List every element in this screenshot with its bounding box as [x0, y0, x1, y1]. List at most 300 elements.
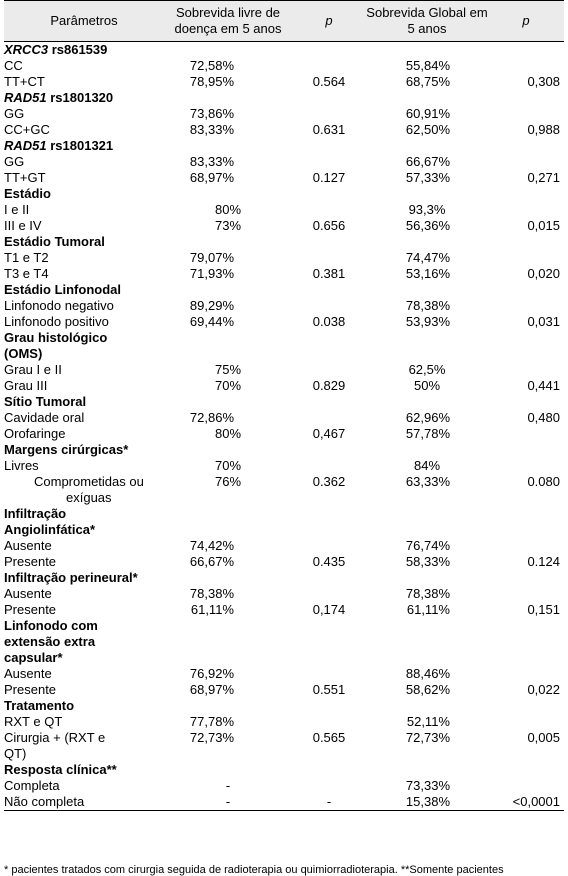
p-value-os — [488, 250, 564, 266]
dfs-value — [164, 634, 292, 650]
os-value — [366, 186, 488, 202]
dfs-value: 72,58% — [189, 58, 234, 73]
dfs-value — [164, 138, 292, 154]
p-value-os — [488, 506, 564, 522]
section-label: extensão extra — [4, 634, 96, 649]
p-value-dfs — [292, 106, 366, 122]
section-label: Grau histológico — [4, 330, 108, 345]
os-value — [366, 570, 488, 586]
section-row — [4, 522, 564, 538]
os-value — [366, 618, 488, 634]
gene-name: RAD51 — [4, 138, 47, 153]
os-value — [366, 698, 488, 714]
dfs-value: 69,44% — [189, 314, 234, 329]
os-value: 57,78% — [405, 426, 450, 441]
os-value — [366, 634, 488, 650]
table-row — [4, 490, 564, 506]
p-value-dfs — [292, 234, 366, 250]
p-value-os — [488, 570, 564, 586]
table-row — [4, 74, 564, 90]
section-row — [4, 698, 564, 714]
row-label: Não completa — [4, 794, 164, 811]
os-value: 93,3% — [408, 202, 446, 217]
table-row — [4, 250, 564, 266]
section-label: Linfonodo com — [4, 618, 98, 633]
snp-id: rs1801320 — [46, 90, 114, 105]
os-value: 53,16% — [405, 266, 450, 281]
row-label: Livres — [4, 458, 39, 473]
table-row — [4, 202, 564, 218]
row-label: CC — [4, 58, 23, 73]
row-label: CC+GC — [4, 122, 50, 137]
dfs-value: 74,42% — [189, 538, 234, 553]
os-value: 60,91% — [405, 106, 450, 121]
p-value-os — [488, 202, 564, 218]
dfs-value: 80% — [214, 426, 242, 441]
p-value-os: 0,441 — [527, 378, 560, 393]
p-value-os: 0,308 — [527, 74, 560, 89]
dfs-value: 66,67% — [189, 554, 234, 569]
p-value-dfs: 0.829 — [312, 378, 346, 393]
p-value-dfs — [292, 762, 366, 778]
p-value-os — [488, 490, 564, 506]
p-value-dfs — [292, 138, 366, 154]
p-value-dfs: 0.656 — [312, 218, 346, 233]
table-row — [4, 170, 564, 186]
os-value: 62,96% — [405, 410, 450, 425]
table-row — [4, 794, 564, 811]
p-value-dfs — [292, 570, 366, 586]
row-label: I e II — [4, 202, 30, 217]
dfs-value — [164, 394, 292, 410]
p-value-dfs — [292, 506, 366, 522]
table-row — [4, 218, 564, 234]
section-row — [4, 330, 564, 346]
section-row — [4, 186, 564, 202]
section-label: Angiolinfática* — [4, 522, 96, 537]
header-os: Sobrevida Global em 5 anos — [366, 1, 488, 42]
table-row — [4, 410, 564, 426]
p-value-os: 0,031 — [527, 314, 560, 329]
p-value-os — [488, 106, 564, 122]
row-label: Orofaringe — [4, 426, 66, 441]
p-value-dfs — [292, 538, 366, 554]
p-value-dfs — [292, 394, 366, 410]
table-row — [4, 602, 564, 618]
p-value-os — [488, 298, 564, 314]
header-dfs: Sobrevida livre de doença em 5 anos — [164, 1, 292, 42]
p-value-dfs — [292, 186, 366, 202]
p-value-os — [488, 426, 564, 442]
dfs-value — [164, 234, 292, 250]
os-value — [366, 330, 488, 346]
section-row — [4, 346, 564, 362]
p-value-dfs: 0.127 — [312, 170, 346, 185]
dfs-value: 75% — [214, 362, 242, 377]
os-value: 58,33% — [405, 554, 450, 569]
p-value-dfs — [292, 202, 366, 218]
section-label — [4, 90, 164, 106]
p-value-dfs — [292, 650, 366, 666]
row-label: Cavidade oral — [4, 410, 85, 425]
dfs-value: 79,07% — [189, 250, 234, 265]
os-value — [366, 506, 488, 522]
row-label: GG — [4, 106, 25, 121]
dfs-value — [164, 186, 292, 202]
dfs-value — [164, 698, 292, 714]
os-value: 56,36% — [405, 218, 450, 233]
p-value-os — [488, 522, 564, 538]
p-value-os — [488, 586, 564, 602]
p-value-dfs — [292, 346, 366, 362]
dfs-value: 76% — [214, 474, 242, 489]
dfs-value — [164, 330, 292, 346]
dfs-value: 70% — [214, 378, 242, 393]
p-value-os — [488, 634, 564, 650]
p-value-os — [488, 330, 564, 346]
p-value-os — [488, 714, 564, 730]
os-value: 74,47% — [405, 250, 450, 265]
os-value — [366, 346, 488, 362]
p-value-os — [488, 458, 564, 474]
p-value-os — [488, 58, 564, 74]
section-row — [4, 442, 564, 458]
section-label — [4, 42, 164, 59]
header-parametros: Parâmetros — [4, 1, 164, 42]
footnote: * pacientes tratados com cirurgia seguida de radioterapia ou quimiorradioterapia. **Somente pacientes — [4, 864, 504, 876]
p-value-dfs — [292, 282, 366, 298]
table-row — [4, 154, 564, 170]
section-row — [4, 90, 564, 106]
dfs-value: 73,86% — [189, 106, 234, 121]
p-value-dfs — [292, 410, 366, 426]
dfs-value: 70% — [214, 458, 242, 473]
row-label: Cirurgia + (RXT e — [4, 730, 106, 745]
section-label: Infiltração — [4, 506, 67, 521]
section-label: Infiltração perineural* — [4, 570, 138, 585]
row-label: Presente — [4, 554, 57, 569]
p-value-os: 0,022 — [527, 682, 560, 697]
dfs-value: 61,11% — [190, 602, 234, 617]
dfs-value: 89,29% — [189, 298, 234, 313]
section-row — [4, 634, 564, 650]
dfs-value — [164, 762, 292, 778]
os-value: 62,5% — [408, 362, 446, 377]
section-label: Tratamento — [4, 698, 75, 713]
section-row — [4, 42, 564, 59]
dfs-value — [164, 442, 292, 458]
dfs-value — [164, 42, 292, 59]
table-row — [4, 314, 564, 330]
table-row — [4, 362, 564, 378]
p-value-dfs — [292, 490, 366, 506]
os-value: 78,38% — [405, 298, 450, 313]
os-value — [366, 522, 488, 538]
row-label: Presente — [4, 682, 57, 697]
gene-name: XRCC3 — [4, 42, 49, 57]
row-label: Ausente — [4, 586, 52, 601]
table-row — [4, 778, 564, 794]
row-label: T3 e T4 — [4, 266, 49, 281]
p-value-os — [488, 186, 564, 202]
os-value — [366, 746, 488, 762]
p-value-os: 0.124 — [527, 554, 560, 569]
p-value-os — [488, 650, 564, 666]
os-value — [366, 442, 488, 458]
p-value-dfs: 0,174 — [312, 602, 346, 617]
p-value-os — [488, 666, 564, 682]
dfs-value: 78,95% — [189, 74, 234, 89]
dfs-value: 72,86% — [189, 410, 234, 425]
os-value: 62,50% — [405, 122, 450, 137]
table-row — [4, 714, 564, 730]
dfs-value: 78,38% — [189, 586, 234, 601]
os-value: 61,11% — [406, 602, 450, 617]
dfs-value: 80% — [214, 202, 242, 217]
row-label: Grau III — [4, 378, 48, 393]
p-value-os — [488, 138, 564, 154]
table-row — [4, 122, 564, 138]
p-value-dfs — [292, 586, 366, 602]
p-value-dfs — [292, 250, 366, 266]
p-value-os — [488, 346, 564, 362]
table-row — [4, 266, 564, 282]
results-table — [4, 0, 564, 811]
dfs-value — [164, 522, 292, 538]
row-label: Ausente — [4, 538, 52, 553]
row-label: III e IV — [4, 218, 42, 233]
header-p-os: p — [488, 1, 564, 42]
section-label: capsular* — [4, 650, 63, 665]
section-row — [4, 618, 564, 634]
dfs-value: 83,33% — [189, 122, 234, 137]
p-value-dfs — [292, 42, 366, 59]
p-value-dfs — [292, 666, 366, 682]
header-row — [4, 1, 564, 42]
row-label: TT+CT — [4, 74, 45, 89]
dfs-value: 73% — [214, 218, 242, 233]
table-row — [4, 666, 564, 682]
table-row — [4, 298, 564, 314]
os-value: 15,38% — [366, 794, 488, 811]
dfs-value: 72,73% — [189, 730, 234, 745]
p-value-dfs — [292, 330, 366, 346]
p-value-dfs: 0.565 — [312, 730, 346, 745]
p-value-dfs: 0.362 — [312, 474, 346, 489]
p-value-dfs: 0.564 — [312, 74, 346, 89]
p-value-os: 0,015 — [527, 218, 560, 233]
os-value: 73,33% — [405, 778, 450, 793]
table-row — [4, 554, 564, 570]
dfs-value — [164, 618, 292, 634]
table-row — [4, 586, 564, 602]
dfs-value — [164, 346, 292, 362]
p-value-dfs — [292, 298, 366, 314]
section-row — [4, 282, 564, 298]
p-value-os: 0,020 — [527, 266, 560, 281]
p-value-os — [488, 442, 564, 458]
dfs-value — [164, 490, 292, 506]
dfs-value — [164, 90, 292, 106]
os-value — [366, 234, 488, 250]
os-value: 57,33% — [405, 170, 450, 185]
section-row — [4, 506, 564, 522]
dfs-value: - — [225, 778, 231, 793]
os-value — [366, 138, 488, 154]
p-value-os: 0.080 — [527, 474, 560, 489]
row-label: T1 e T2 — [4, 250, 49, 265]
os-value — [366, 394, 488, 410]
dfs-value — [164, 650, 292, 666]
row-label: Presente — [4, 602, 57, 617]
os-value — [366, 650, 488, 666]
section-label: Estádio — [4, 186, 51, 201]
row-label: GG — [4, 154, 25, 169]
dfs-value — [164, 746, 292, 762]
p-value-os — [488, 538, 564, 554]
os-value: 72,73% — [405, 730, 450, 745]
p-value-os — [488, 778, 564, 794]
row-label: Comprometidas ou — [34, 474, 144, 489]
snp-id: rs1801321 — [46, 138, 114, 153]
p-value-dfs: 0.381 — [312, 266, 346, 281]
row-label: Linfonodo negativo — [4, 298, 114, 313]
table-body — [4, 42, 564, 811]
os-value: 84% — [413, 458, 441, 473]
dfs-value — [164, 570, 292, 586]
p-value-os — [488, 234, 564, 250]
os-value: 63,33% — [405, 474, 450, 489]
table-row — [4, 682, 564, 698]
p-value-dfs: 0.631 — [312, 122, 346, 137]
p-value-os: 0,988 — [527, 122, 560, 137]
p-value-dfs — [292, 58, 366, 74]
p-value-os — [488, 90, 564, 106]
section-label: (OMS) — [4, 346, 43, 361]
row-label: Ausente — [4, 666, 52, 681]
p-value-dfs: 0.435 — [312, 554, 346, 569]
dfs-value: 77,78% — [189, 714, 234, 729]
section-label: Resposta clínica** — [4, 762, 117, 777]
os-value: 50% — [413, 378, 441, 393]
p-value-dfs: 0.551 — [312, 682, 346, 697]
table-row — [4, 58, 564, 74]
table-row — [4, 730, 564, 746]
section-row — [4, 234, 564, 250]
p-value-os: <0,0001 — [488, 794, 564, 811]
p-value-dfs — [292, 90, 366, 106]
p-value-os — [488, 746, 564, 762]
section-label — [4, 138, 164, 154]
dfs-value: 68,97% — [189, 682, 234, 697]
snp-id: rs861539 — [48, 42, 108, 57]
p-value-dfs: - — [292, 794, 366, 811]
p-value-dfs — [292, 442, 366, 458]
p-value-dfs — [292, 618, 366, 634]
p-value-os — [488, 762, 564, 778]
dfs-value — [164, 506, 292, 522]
os-value: 76,74% — [405, 538, 450, 553]
os-value — [366, 282, 488, 298]
row-label: exíguas — [66, 490, 112, 505]
section-label: Estádio Linfonodal — [4, 282, 121, 297]
os-value: 78,38% — [405, 586, 450, 601]
p-value-dfs — [292, 362, 366, 378]
p-value-dfs — [292, 698, 366, 714]
section-label: Estádio Tumoral — [4, 234, 105, 249]
table-row — [4, 458, 564, 474]
p-value-dfs — [292, 778, 366, 794]
p-value-os: 0,005 — [527, 730, 560, 745]
dfs-value: 76,92% — [189, 666, 234, 681]
dfs-value: 83,33% — [189, 154, 234, 169]
p-value-os — [488, 698, 564, 714]
section-label: Sítio Tumoral — [4, 394, 87, 409]
table-row — [4, 378, 564, 394]
table-row — [4, 106, 564, 122]
row-label: RXT e QT — [4, 714, 63, 729]
p-value-os — [488, 154, 564, 170]
p-value-os — [488, 362, 564, 378]
p-value-os — [488, 394, 564, 410]
os-value: 58,62% — [405, 682, 450, 697]
table-row — [4, 474, 564, 490]
os-value — [366, 42, 488, 59]
p-value-dfs: 0,467 — [312, 426, 346, 441]
p-value-os — [488, 282, 564, 298]
p-value-os — [488, 42, 564, 59]
section-row — [4, 570, 564, 586]
dfs-value: - — [164, 794, 292, 811]
os-value: 53,93% — [405, 314, 450, 329]
gene-name: RAD51 — [4, 90, 47, 105]
os-value: 66,67% — [405, 154, 450, 169]
os-value: 52,11% — [406, 714, 450, 729]
table-row — [4, 538, 564, 554]
dfs-value — [164, 282, 292, 298]
dfs-value: 71,93% — [189, 266, 234, 281]
os-value: 55,84% — [405, 58, 450, 73]
p-value-dfs: 0.038 — [312, 314, 346, 329]
section-row — [4, 762, 564, 778]
section-row — [4, 138, 564, 154]
p-value-os: 0,151 — [527, 602, 560, 617]
os-value — [366, 90, 488, 106]
table-row — [4, 746, 564, 762]
os-value — [366, 490, 488, 506]
dfs-value: 68,97% — [189, 170, 234, 185]
p-value-os: 0,271 — [527, 170, 560, 185]
p-value-dfs — [292, 714, 366, 730]
section-label: Margens cirúrgicas* — [4, 442, 129, 457]
p-value-dfs — [292, 634, 366, 650]
header-p-dfs: p — [292, 1, 366, 42]
row-label: Completa — [4, 778, 60, 793]
p-value-dfs — [292, 458, 366, 474]
p-value-dfs — [292, 746, 366, 762]
p-value-os — [488, 618, 564, 634]
section-row — [4, 394, 564, 410]
os-value: 68,75% — [405, 74, 450, 89]
p-value-dfs — [292, 154, 366, 170]
row-label: Linfonodo positivo — [4, 314, 109, 329]
os-value: 88,46% — [405, 666, 450, 681]
row-label: TT+GT — [4, 170, 46, 185]
p-value-os: 0,480 — [527, 410, 560, 425]
os-value — [366, 762, 488, 778]
p-value-dfs — [292, 522, 366, 538]
section-row — [4, 650, 564, 666]
